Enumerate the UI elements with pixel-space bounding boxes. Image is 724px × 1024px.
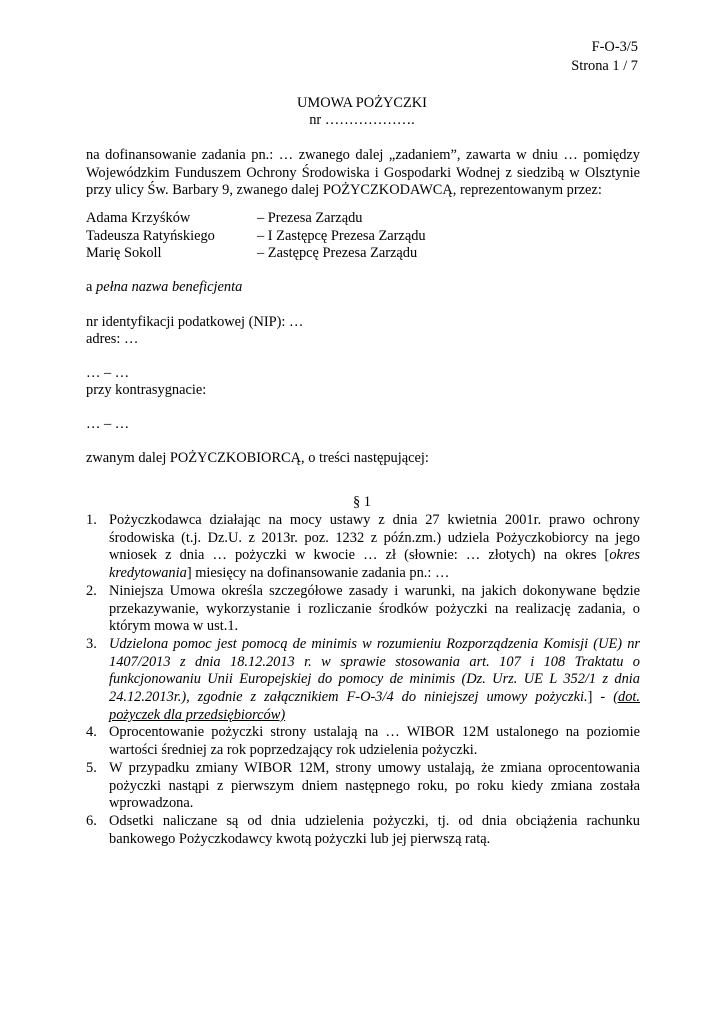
clause-text: Odsetki naliczane są od dnia udzielenia pożyczki, tj. od dnia obciążenia rachunku bankowego Pożyczkodawcy kwotą pożyczki lub jej pierwszą ratą. [109, 812, 640, 847]
representative-name: Adama Krzyśków [86, 210, 191, 226]
beneficiary-name: pełna nazwa beneficjenta [96, 279, 243, 295]
clause-item [86, 636, 640, 725]
clause-number: 2. [86, 582, 97, 599]
intro-paragraph [86, 147, 640, 200]
form-code: F-O-3/5 [591, 39, 638, 55]
clause-item [86, 583, 640, 636]
clause-text: W przypadku zmiany WIBOR 12M, strony umowy ustalają, że zmiana oprocentowania pożyczki nastąpi z pierwszym dniem następnego roku, po roku kiedy zmiana została wprowadzona. [109, 759, 640, 812]
clause-number: 1. [86, 512, 97, 528]
borrower-line: zwanym dalej POŻYCZKOBIORCĄ, o treści następującej: [86, 450, 429, 466]
clause-text: Pożyczkodawca działając na mocy ustawy z dnia 27 kwietnia 2001r. prawo ochrony środowiska (t.j. Dz.U. z 2013r. poz. 1232 z późn.zm.) udziela Pożyczkobiorcy na jego wniosek z dnia … pożyczki w kwocie … zł (słownie: … złotych) na okres [ [109, 512, 640, 564]
representative-role: – Zastępcę Prezesa Zarządu [257, 245, 418, 261]
intro-line: na dofinansowanie zadania pn.: … zwanego dalej „zadaniem”, zawarta w dniu … pomiędzy [86, 147, 640, 163]
clause-number: 5. [86, 759, 97, 776]
representative-role: – Prezesa Zarządu [257, 210, 363, 226]
intro-line: Wojewódzkim Funduszem Ochrony Środowiska i Gospodarki Wodnej z siedzibą w Olsztynie [86, 164, 640, 181]
clause-item [86, 813, 640, 848]
clause-note: (dot. pożyczek dla przedsiębiorców) [109, 689, 640, 723]
nip-line: nr identyfikacji podatkowej (NIP): … [86, 314, 304, 330]
clause-italic: okres kredytowania [109, 547, 640, 582]
intro-line: przy ulicy Św. Barbary 9, zwanego dalej POŻYCZKODAWCĄ, reprezentowanym przez: [86, 182, 602, 198]
page-number: Strona 1 / 7 [571, 58, 638, 74]
document-title: UMOWA POŻYCZKI [297, 95, 427, 111]
clause-text: ] - [587, 689, 614, 706]
representative-name: Marię Sokoll [86, 245, 162, 261]
clause-item [86, 724, 640, 759]
countersignature-label: przy kontrasygnacie: [86, 382, 207, 398]
clause-text: Niniejsza Umowa określa szczegółowe zasady i warunki, na jakich dokonywane będzie przekazywanie, wykorzystanie i rozliczanie środków pożyczki na realizację zadania, o którym mowa w ust.1. [109, 582, 640, 635]
countersignatory-placeholder: … – … [86, 416, 130, 432]
clause-text: ] miesięcy na dofinansowanie zadania pn.: … [186, 565, 450, 582]
beneficiary-prefix: a [86, 279, 96, 295]
representative-role: – I Zastępcę Prezesa Zarządu [257, 228, 426, 244]
clause-italic: Udzielona pomoc jest pomocą de minimis w rozumieniu Rozporządzenia Komisji (UE) nr 1407/2013 z dnia 18.12.2013 r. w sprawie stosowania art. 107 i 108 Traktatu o funkcjonowaniu Unii Europejskiej do pomocy de minimis (Dz. Urz. UE L 352/1 z dnia 24.12.2013r.), zgodnie z załącznikiem F-O-3/4 do niniejszej umowy pożyczki. [109, 635, 640, 706]
representative-name: Tadeusza Ratyńskiego [86, 228, 215, 244]
clause-number: 3. [86, 635, 97, 652]
clause-number: 6. [86, 812, 97, 829]
section-heading: § 1 [353, 494, 371, 510]
signatory-placeholder: … – … [86, 365, 130, 381]
beneficiary-line [86, 279, 242, 297]
clause-item [86, 760, 640, 813]
clause-item [86, 512, 640, 583]
clause-list [86, 512, 640, 848]
clause-text: Oprocentowanie pożyczki strony ustalają na … WIBOR 12M ustalonego na poziomie wartości średniej za rok poprzedzający rok udzielenia pożyczki. [109, 724, 640, 759]
clause-number: 4. [86, 724, 97, 741]
address-line: adres: … [86, 331, 139, 347]
agreement-number: nr ………………. [309, 112, 415, 128]
